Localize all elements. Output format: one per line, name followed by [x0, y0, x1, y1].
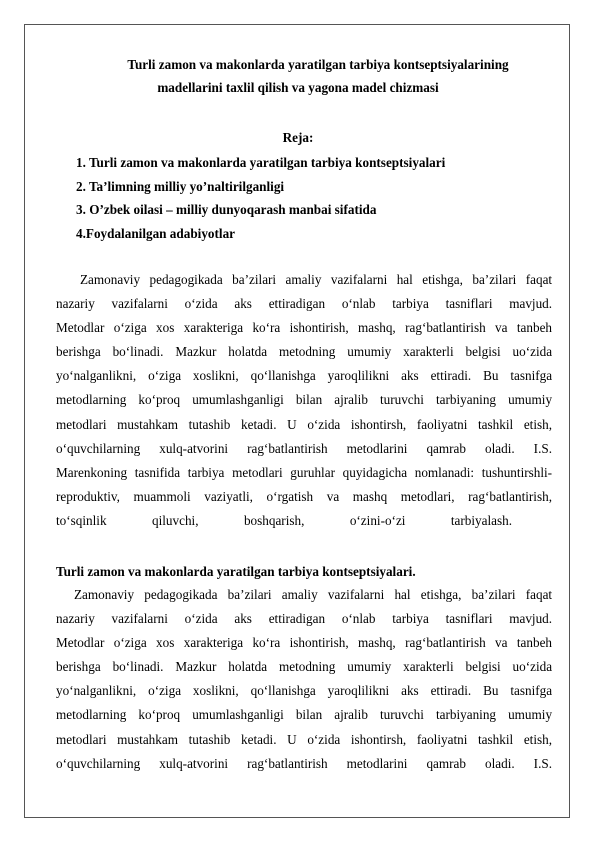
paragraph-2-line: nazariy vazifalarni o‘zida aks ettiradigan o‘nlab tarbiya tasniflari mavjud. [56, 611, 553, 627]
plan-item-3: 3. O’zbek oilasi – milliy dunyoqarash manbai sifatida [76, 202, 377, 217]
paragraph-1-line: metodlari mustahkam tutashib ketadi. U o‘zida ishontirsh, faoliyatni tashkil etish, [56, 416, 553, 432]
paragraph-1-line: Metodlar o‘ziga xos xarakteriga ko‘ra ishontirish, mashq, rag‘batlantirish va tanbeh [56, 320, 553, 336]
paragraph-1 [56, 268, 552, 533]
paragraph-2-line: metodlarning ko‘proq umumlashganligi bilan ajralib turuvchi tarbiyaning umumiy [56, 707, 553, 723]
plan-item-1: 1. Turli zamon va makonlarda yaratilgan tarbiya kontseptsiyalari [76, 155, 446, 170]
paragraph-1-line: berishga bo‘linadi. Mazkur holatda metodning umumiy xarakterli belgisi uo‘zida [56, 344, 553, 360]
paragraph-1-line: yo‘nalganlikni, o‘ziga xoslikni, qo‘llanishga yaroqlilikni aks ettiradi. Bu tasnifga [56, 368, 553, 384]
section-heading: Turli zamon va makonlarda yaratilgan tarbiya kontseptsiyalari. [56, 564, 416, 579]
paragraph-1-line: Zamonaviy pedagogikada ba’zilari amaliy vazifalarni hal etishga, ba’zilari faqat [80, 272, 553, 287]
paragraph-2-line: Zamonaviy pedagogikada ba’zilari amaliy vazifalarni hal etishga, ba’zilari faqat [74, 587, 553, 602]
paragraph-1-line: Marenkoning tasnifida tarbiya metodlari guruhlar quyidagicha nomlanadi: tushuntirshli- [56, 464, 553, 480]
document-title-line1: Turli zamon va makonlarda yaratilgan tarbiya kontseptsiyalarining [127, 57, 509, 72]
paragraph-2 [56, 583, 552, 776]
paragraph-2-line: yo‘nalganlikni, o‘ziga xoslikni, qo‘llanishga yaroqlilikni aks ettiradi. Bu tasnifga [56, 683, 553, 699]
plan-item-2: 2. Ta’limning milliy yo’naltirilganligi [76, 178, 285, 194]
paragraph-1-line: metodlarning ko‘proq umumlashganligi bilan ajralib turuvchi tarbiyaning umumiy [56, 392, 553, 408]
plan-list [76, 151, 445, 245]
paragraph-1-line: reproduktiv, muammoli vaziyatli, o‘rgatish va mashq metodlari, rag‘batlantirish, [56, 488, 552, 504]
plan-item-4: 4.Foydalanilgan adabiyotlar [76, 225, 236, 241]
plan-heading: Reja: [282, 130, 314, 145]
paragraph-2-line: o‘quvchilarning xulq-atvorini rag‘batlantirish metodlarini qamrab oladi. I.S. [56, 755, 552, 771]
paragraph-2-line: metodlari mustahkam tutashib ketadi. U o‘zida ishontirsh, faoliyatni tashkil etish, [56, 731, 553, 747]
document-title-line2: madellarini taxlil qilish va yagona madel chizmasi [157, 80, 439, 95]
paragraph-1-line: o‘quvchilarning xulq-atvorini rag‘batlantirish metodlarini qamrab oladi. I.S. [56, 440, 552, 456]
paragraph-1-line: nazariy vazifalarni o‘zida aks ettiradigan o‘nlab tarbiya tasniflari mavjud. [56, 296, 553, 312]
paragraph-2-line: Metodlar o‘ziga xos xarakteriga ko‘ra ishontirish, mashq, rag‘batlantirish va tanbeh [56, 635, 553, 651]
paragraph-1-line: to‘sqinlik qiluvchi, boshqarish, o‘zini-o‘zi tarbiyalash. [56, 512, 513, 528]
paragraph-2-line: berishga bo‘linadi. Mazkur holatda metodning umumiy xarakterli belgisi uo‘zida [56, 659, 553, 675]
